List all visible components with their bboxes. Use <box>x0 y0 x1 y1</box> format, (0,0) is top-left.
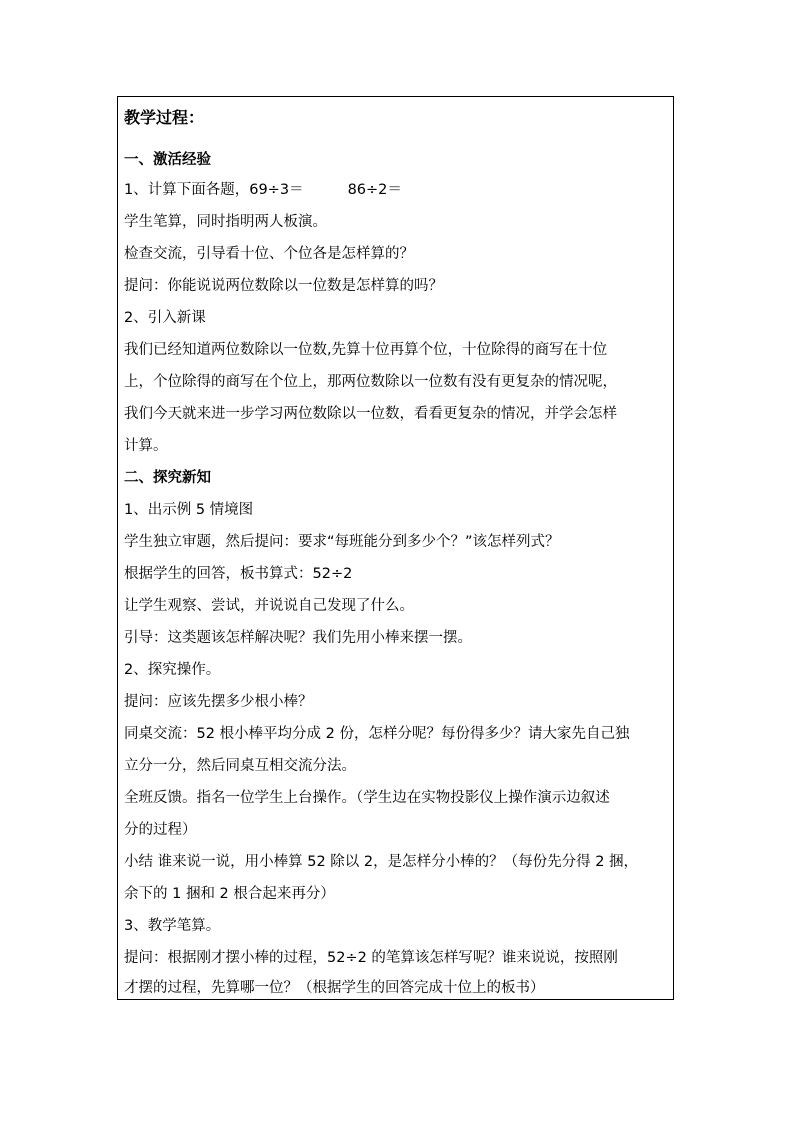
text-line: 我们今天就来进一步学习两位数除以一位数，看看更复杂的情况，并学会怎样 <box>124 406 617 422</box>
section-heading: 教学过程： <box>124 108 205 127</box>
text-line: 根据学生的回答，板书算式：52÷2 <box>124 566 353 582</box>
heading-activate: 一、激活经验 <box>124 152 211 168</box>
text-line: 我们已经知道两位数除以一位数,先算十位再算个位，十位除得的商写在十位 <box>124 342 608 358</box>
text-line: 提问：根据刚才摆小棒的过程，52÷2 的笔算该怎样写呢？谁来说说，按照刚 <box>124 950 618 966</box>
text-line: 2、引入新课 <box>124 310 206 326</box>
text-expr: 86÷2＝ <box>347 182 402 198</box>
text-line: 小结 谁来说一说，用小棒算 52 除以 2，是怎样分小棒的？（每份先分得 2 捆， <box>124 854 639 870</box>
text-line: 1、出示例 5 情境图 <box>124 502 254 518</box>
text-line: 上，个位除得的商写在个位上，那两位数除以一位数有没有更复杂的情况呢， <box>124 374 617 390</box>
text-line: 才摆的过程，先算哪一位？（根据学生的回答完成十位上的板书） <box>124 980 545 996</box>
text-line: 学生独立审题，然后提问：要求“每班能分到多少个？”该怎样列式？ <box>124 534 560 550</box>
text-line: 检查交流，引导看十位、个位各是怎样算的？ <box>124 246 414 262</box>
text-line: 分的过程） <box>124 822 197 838</box>
text-line: 3、教学笔算。 <box>124 918 221 934</box>
text-line: 计算。 <box>124 438 168 454</box>
text-line: 引导：这类题该怎样解决呢？我们先用小棒来摆一摆。 <box>124 630 472 646</box>
text-line: 学生笔算，同时指明两人板演。 <box>124 214 327 230</box>
text-line: 余下的 1 捆和 2 根合起来再分） <box>124 886 335 902</box>
text-line: 提问：你能说说两位数除以一位数是怎样算的吗？ <box>124 278 443 294</box>
text-line: 全班反馈。指名一位学生上台操作。（学生边在实物投影仪上操作演示边叙述 <box>124 790 610 806</box>
text-line: 1、计算下面各题，69÷3＝ 86÷2＝ <box>124 182 402 198</box>
text-line: 让学生观察、尝试，并说说自己发现了什么。 <box>124 598 414 614</box>
text-line: 2、探究操作。 <box>124 662 221 678</box>
text-line: 立分一分，然后同桌互相交流分法。 <box>124 758 356 774</box>
text-line: 提问：应该先摆多少根小棒？ <box>124 694 313 710</box>
text-line: 同桌交流：52 根小棒平均分成 2 份，怎样分呢？每份得多少？请大家先自己独 <box>124 726 630 742</box>
heading-explore: 二、探究新知 <box>124 470 211 486</box>
